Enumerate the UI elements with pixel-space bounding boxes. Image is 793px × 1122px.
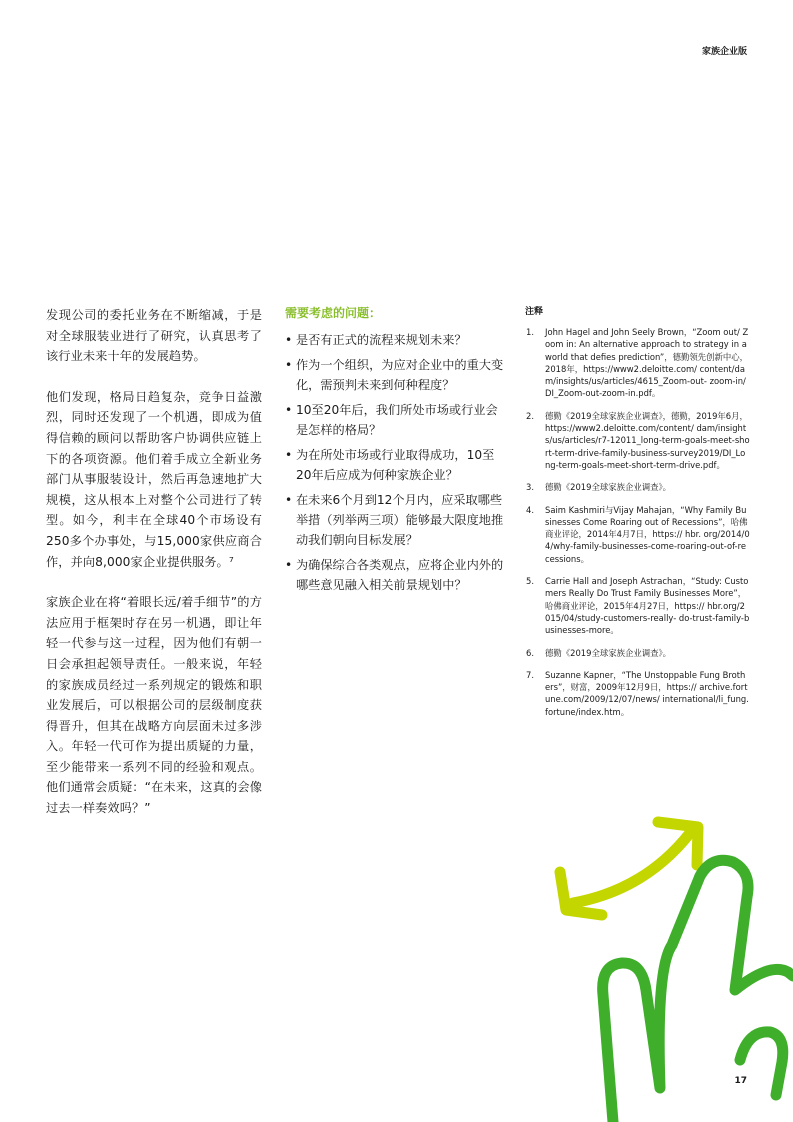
- note-text: 德勤《2019全球家族企业调查》，德勤，2019年6月，https://www2.deloitte.com/content/ dam/insights/us/articles/r7-12011_long-term-goals-meet-short-term-drive-family-business-survey2019/DI_Long-term-goals-meet-short-term-drive.pdf。: [545, 410, 750, 470]
- question-item: [285, 555, 507, 595]
- note-number: 2.: [526, 410, 534, 421]
- notes-list: [525, 326, 750, 718]
- question-text: 是否有正式的流程来规划未来？: [296, 333, 467, 347]
- question-text: 在未来6个月到12个月内，应采取哪些举措（列举两三项）能够最大限度地推动我们朝向目标发展？: [296, 493, 504, 547]
- note-item: [525, 575, 750, 636]
- bullet-icon: •: [285, 493, 293, 507]
- body-paragraph: 他们发现，格局日趋复杂，竞争日益激烈，同时还发现了一个机遇，即成为值得信赖的顾问以帮助客户协调供应链上下的各项资源。他们着手成立全新业务部门从事服装设计，然后再急速地扩大规模，这从根本上对整个公司进行了转型。如今，利丰在全球40个市场设有250多个办事处，与15,000家供应商合作，并向8,000家企业提供服务。⁷: [46, 389, 262, 569]
- bullet-icon: •: [285, 403, 293, 417]
- body-paragraph: 发现公司的委托业务在不断缩减，于是对全球服装业进行了研究，认真思考了该行业未来十年的发展趋势。: [46, 308, 262, 364]
- bullet-icon: •: [285, 448, 293, 462]
- bullet-icon: •: [285, 333, 293, 347]
- body-paragraph: 家族企业在将“着眼长远/着手细节”的方法应用于框架时存在另一机遇，即让年轻一代参与这一过程，因为他们有朝一日会承担起领导责任。一般来说，年轻的家族成员经过一系列规定的锻炼和职业发展后，可以根据公司的层级制度获得晋升，但其在战略方向层面未过多涉入。年轻一代可作为提出质疑的力量，至少能带来一系列不同的经验和观点。他们通常会质疑：“在未来，这真的会像过去一样奏效吗？”: [46, 595, 262, 816]
- page-number: 17: [734, 1076, 747, 1086]
- note-number: 4.: [526, 504, 534, 515]
- note-number: 1.: [526, 327, 534, 337]
- questions-list: [285, 330, 507, 595]
- body-text-column: [46, 305, 262, 839]
- note-number: 3.: [526, 482, 534, 493]
- question-item: [285, 445, 507, 485]
- question-text: 10至20年后，我们所处市场或行业会是怎样的格局？: [296, 403, 498, 437]
- hand-swipe-icon: [603, 860, 793, 1122]
- note-item: [525, 481, 750, 493]
- note-text: Carrie Hall and Joseph Astrachan，“Study: Customers Really Do Trust Family Businesses More”，哈佛商业评论，2015年4月27日，https:// hbr.org/2015/04/study-customers-really- do-trust-family-businesses-more。: [545, 576, 750, 636]
- questions-column: [285, 304, 507, 600]
- note-number: 6.: [526, 647, 534, 658]
- question-text: 作为一个组织，为应对企业中的重大变化，需预判未来到何种程度？: [296, 358, 504, 392]
- note-text: 德勤《2019全球家族企业调查》。: [545, 647, 671, 658]
- note-item: [525, 669, 750, 718]
- note-text: John Hagel and John Seely Brown，“Zoom out/ Zoom in: An alternative approach to strategy in a world that defies prediction”，德勤领先创新中心，2018年，https://www2.deloitte.com/ content/dam/insights/us/articles/4615_Zoom-out- zoom-in/DI_Zoom-out-zoom-in.pdf。: [545, 327, 749, 399]
- bullet-icon: •: [285, 358, 293, 372]
- note-item: [525, 326, 750, 400]
- note-item: [525, 504, 750, 565]
- decorative-graphic: [540, 800, 793, 1122]
- bullet-icon: •: [285, 558, 293, 572]
- note-text: 德勤《2019全球家族企业调查》。: [545, 482, 671, 493]
- note-item: [525, 647, 750, 659]
- note-item: [525, 410, 750, 471]
- note-text: Suzanne Kapner，“The Unstoppable Fung Brothers”，财富，2009年12月9日，https:// archive.fortune.com/2009/12/07/news/ international/li_fung.fortune/index.htm。: [545, 669, 749, 717]
- notes-heading: 注释: [525, 307, 544, 317]
- notes-column: [525, 304, 750, 728]
- double-arrow-icon: [560, 822, 698, 915]
- question-item: [285, 400, 507, 440]
- questions-heading: 需要考虑的问题：: [285, 306, 382, 320]
- publication-label: 家族企业版: [701, 47, 747, 57]
- question-text: 为确保综合各类观点，应将企业内外的哪些意见融入相关前景规划中？: [296, 558, 504, 592]
- note-number: 5.: [526, 576, 534, 587]
- question-item: [285, 490, 507, 550]
- note-text: Saim Kashmiri与Vijay Mahajan，“Why Family Businesses Come Roaring out of Recessions”，哈佛商业评论，2014年4月7日，https:// hbr. org/2014/04/why-family-businesses-come-roaring-out-of-recessions。: [545, 504, 750, 564]
- question-item: [285, 330, 507, 350]
- note-number: 7.: [526, 669, 534, 680]
- question-item: [285, 355, 507, 395]
- question-text: 为在所处市场或行业取得成功，10至20年后应成为何种家族企业？: [296, 448, 495, 482]
